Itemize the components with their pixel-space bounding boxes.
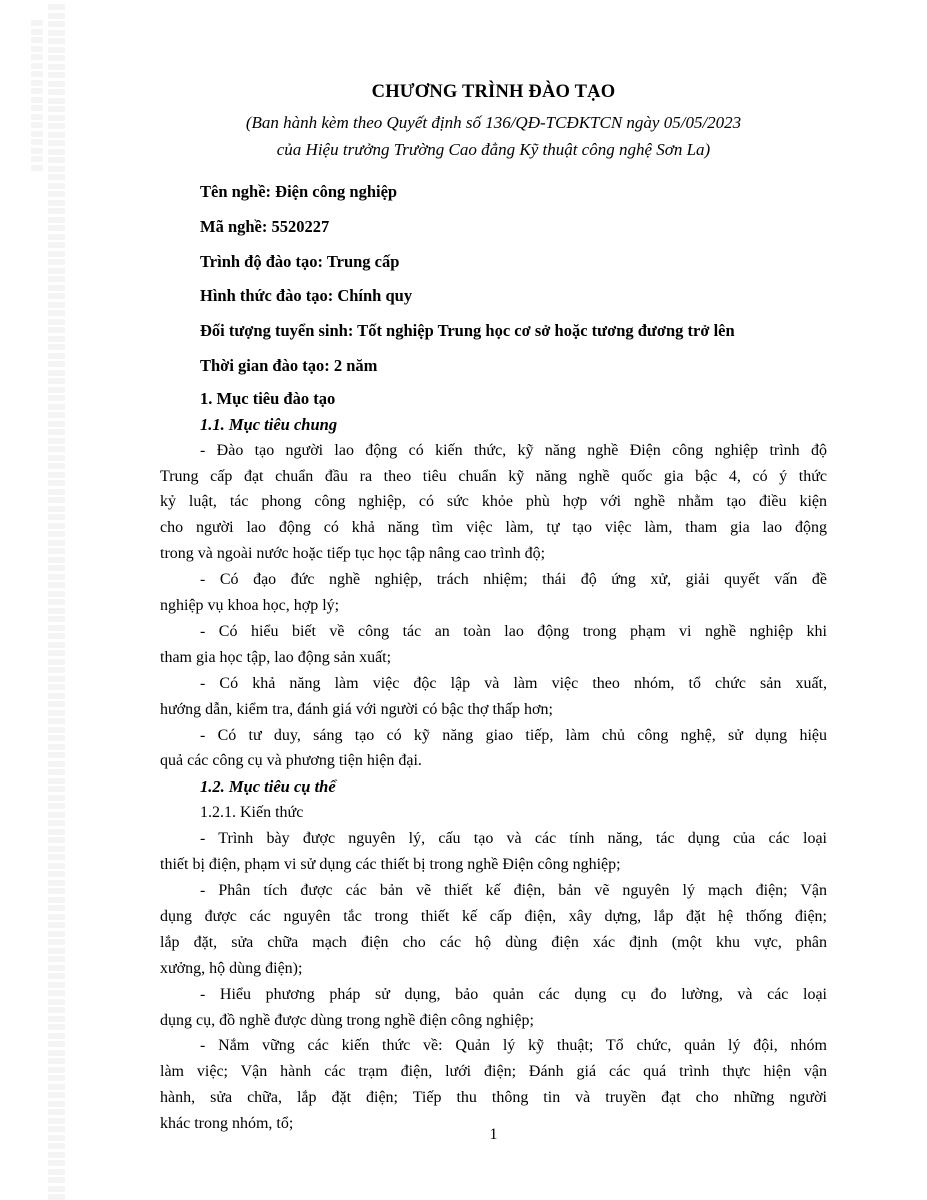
paragraph-line: cho người lao động có khả năng tìm việc làm, tự tạo việc làm, tham gia lao động xyxy=(160,519,827,537)
paragraph-line: - Hiểu phương pháp sử dụng, bảo quản các dụng cụ đo lường, và các loại xyxy=(200,985,827,1003)
edge-artifact-block xyxy=(48,820,65,826)
edge-artifact-block xyxy=(48,897,65,903)
edge-artifact-block xyxy=(48,1033,65,1039)
edge-artifact-block xyxy=(48,1177,65,1183)
meta-line: Đối tượng tuyển sinh: Tốt nghiệp Trung học cơ sở hoặc tương đương trở lên xyxy=(200,321,735,341)
paragraph xyxy=(160,878,827,982)
edge-artifact-block xyxy=(48,1186,65,1192)
edge-artifact-block xyxy=(48,548,65,554)
paragraph-line: - Nắm vững các kiến thức về: Quản lý kỹ thuật; Tổ chức, quản lý đội, nhóm xyxy=(200,1037,827,1055)
edge-artifact-block xyxy=(48,1075,65,1081)
edge-artifact-block xyxy=(48,965,65,971)
edge-artifact-block xyxy=(48,13,65,19)
edge-artifact-block xyxy=(31,165,43,171)
section-heading: 1. Mục tiêu đào tạo xyxy=(200,388,336,408)
edge-artifact-block xyxy=(48,1084,65,1090)
edge-artifact-block xyxy=(48,506,65,512)
paragraph-line: quả các công cụ và phương tiện hiện đại. xyxy=(160,752,422,770)
paragraph-line: hành, sửa chữa, lắp đặt điện; Tiếp thu thông tin và truyền đạt cho những người xyxy=(160,1089,827,1107)
edge-artifact-block xyxy=(31,148,43,154)
paragraph-line: làm việc; Vận hành các trạm điện, lưới điện; Đánh giá các quá trình thực hiện vận xyxy=(160,1063,827,1081)
edge-artifact-block xyxy=(48,684,65,690)
edge-artifact-block xyxy=(48,72,65,78)
edge-artifact-block xyxy=(48,47,65,53)
edge-artifact-block xyxy=(48,557,65,563)
edge-artifact-block xyxy=(48,217,65,223)
edge-artifact-block xyxy=(48,327,65,333)
edge-artifact-block xyxy=(48,123,65,129)
paragraph-line: khác trong nhóm, tổ; xyxy=(160,1115,294,1133)
edge-artifact-block xyxy=(48,30,65,36)
edge-artifact-block xyxy=(48,701,65,707)
paragraph-line: dụng cụ, đồ nghề được dùng trong nghề điện công nghiệp; xyxy=(160,1011,534,1029)
edge-artifact-block xyxy=(48,149,65,155)
edge-artifact-block xyxy=(48,676,65,682)
edge-artifact-block xyxy=(48,931,65,937)
edge-artifact-block xyxy=(48,514,65,520)
edge-artifact-block xyxy=(48,132,65,138)
paragraph xyxy=(160,1033,827,1137)
edge-artifact-block xyxy=(48,1067,65,1073)
edge-artifact-block xyxy=(48,1135,65,1141)
edge-artifact-block xyxy=(48,642,65,648)
paragraph xyxy=(160,438,827,568)
edge-artifact-block xyxy=(48,242,65,248)
edge-artifact-block xyxy=(48,880,65,886)
edge-artifact-block xyxy=(48,446,65,452)
edge-artifact-block xyxy=(48,591,65,597)
edge-artifact-block xyxy=(48,778,65,784)
edge-artifact-block xyxy=(48,786,65,792)
edge-artifact-block xyxy=(48,55,65,61)
edge-artifact-block xyxy=(48,429,65,435)
edge-artifact-block xyxy=(48,412,65,418)
edge-artifact-block xyxy=(48,378,65,384)
paragraph-line: tham gia học tập, lao động sản xuất; xyxy=(160,648,392,666)
edge-artifact-block xyxy=(48,421,65,427)
edge-artifact-block xyxy=(48,276,65,282)
paragraph-line: kỷ luật, tác phong công nghiệp, có sức khỏe phù hợp với nghề nhằm tạo điều kiện xyxy=(160,493,827,511)
edge-artifact-block xyxy=(31,46,43,52)
paragraph-line: - Đào tạo người lao động có kiến thức, kỹ năng nghề Điện công nghiệp trình độ xyxy=(200,441,827,459)
edge-artifact-block xyxy=(48,1118,65,1124)
edge-artifact-block xyxy=(48,370,65,376)
meta-line: Mã nghề: 5520227 xyxy=(200,216,330,236)
body-line: 1.2.1. Kiến thức xyxy=(200,804,304,822)
edge-artifact-block xyxy=(48,1050,65,1056)
edge-artifact-block xyxy=(48,166,65,172)
paragraph-line: - Có tư duy, sáng tạo có kỹ năng giao tiếp, làm chủ công nghệ, sử dụng hiệu xyxy=(200,726,827,744)
edge-artifact-block xyxy=(48,905,65,911)
edge-artifact-block xyxy=(48,4,65,10)
edge-artifact-block xyxy=(31,29,43,35)
edge-artifact-block xyxy=(48,1092,65,1098)
edge-artifact-block xyxy=(48,89,65,95)
edge-artifact-block xyxy=(48,463,65,469)
edge-artifact-block xyxy=(48,812,65,818)
edge-artifact-block xyxy=(48,956,65,962)
edge-artifact-block xyxy=(48,803,65,809)
edge-artifact-block xyxy=(48,565,65,571)
paragraph xyxy=(160,567,827,619)
edge-artifact-block xyxy=(31,114,43,120)
edge-artifact-block xyxy=(48,888,65,894)
edge-artifact-block xyxy=(48,21,65,27)
meta-section xyxy=(160,175,827,384)
edge-artifact-block xyxy=(48,999,65,1005)
edge-artifact-block xyxy=(48,1194,65,1200)
edge-artifact-block xyxy=(48,829,65,835)
edge-artifact-block xyxy=(31,131,43,137)
edge-artifact-block xyxy=(48,1126,65,1132)
edge-artifact-block xyxy=(48,115,65,121)
edge-artifact-block xyxy=(48,140,65,146)
edge-artifact-block xyxy=(31,37,43,43)
edge-artifact-block xyxy=(48,489,65,495)
document-subtitle xyxy=(160,109,827,163)
edge-artifact-block xyxy=(48,531,65,537)
edge-artifact-block xyxy=(31,122,43,128)
edge-artifact-block xyxy=(48,1101,65,1107)
edge-artifact-block xyxy=(31,63,43,69)
edge-artifact-block xyxy=(48,693,65,699)
paragraph xyxy=(160,826,827,878)
edge-artifact-block xyxy=(48,582,65,588)
edge-artifact-block xyxy=(48,1024,65,1030)
edge-artifact-block xyxy=(48,81,65,87)
meta-line: Tên nghề: Điện công nghiệp xyxy=(200,182,398,201)
edge-artifact-block xyxy=(48,863,65,869)
page-edge-artifact xyxy=(0,0,80,1200)
edge-artifact-block xyxy=(48,744,65,750)
page-content xyxy=(160,81,827,1137)
edge-artifact-block xyxy=(31,139,43,145)
edge-artifact-block xyxy=(48,480,65,486)
edge-artifact-block xyxy=(48,225,65,231)
edge-artifact-block xyxy=(48,1058,65,1064)
edge-artifact-block xyxy=(48,761,65,767)
edge-artifact-block xyxy=(48,302,65,308)
paragraph-line: nghiệp vụ khoa học, hợp lý; xyxy=(160,597,340,615)
edge-artifact-block xyxy=(48,336,65,342)
meta-line: Trình độ đào tạo: Trung cấp xyxy=(200,251,400,271)
edge-artifact-block xyxy=(31,97,43,103)
body-section xyxy=(160,386,827,1137)
edge-artifact-block xyxy=(48,1160,65,1166)
edge-artifact-block xyxy=(48,98,65,104)
edge-artifact-block xyxy=(48,319,65,325)
edge-artifact-block xyxy=(48,234,65,240)
edge-artifact-block xyxy=(48,1152,65,1158)
edge-artifact-block xyxy=(48,251,65,257)
paragraph-line: xưởng, hộ dùng điện); xyxy=(160,959,303,977)
edge-artifact-block xyxy=(48,64,65,70)
paragraph-line: - Phân tích được các bản vẽ thiết kế điện, bản vẽ nguyên lý mạch điện; Vận xyxy=(200,882,827,899)
edge-artifact-block xyxy=(48,174,65,180)
paragraph-line: dụng được các nguyên tắc trong thiết kế cấp điện, xây dựng, lắp đặt hệ thống điện; xyxy=(160,907,827,925)
paragraph xyxy=(160,723,827,775)
section-heading: 1.2. Mục tiêu cụ thể xyxy=(200,777,336,797)
edge-artifact-block xyxy=(31,88,43,94)
edge-artifact-block xyxy=(48,735,65,741)
edge-artifact-block xyxy=(48,361,65,367)
edge-artifact-block xyxy=(48,633,65,639)
edge-artifact-block xyxy=(48,1041,65,1047)
edge-artifact-block xyxy=(48,608,65,614)
paragraph-line: lắp đặt, sửa chữa mạch điện cho các hộ dùng điện xác định (một khu vực, phân xyxy=(160,933,827,951)
edge-artifact-block xyxy=(48,871,65,877)
edge-artifact-block xyxy=(48,752,65,758)
edge-artifact-block xyxy=(48,259,65,265)
edge-artifact-block xyxy=(48,191,65,197)
edge-artifact-block xyxy=(48,574,65,580)
meta-line: Hình thức đào tạo: Chính quy xyxy=(200,286,413,306)
edge-artifact-block xyxy=(48,497,65,503)
edge-artifact-block xyxy=(48,616,65,622)
edge-artifact-block xyxy=(48,973,65,979)
edge-artifact-block xyxy=(48,1016,65,1022)
subtitle-line: (Ban hành kèm theo Quyết định số 136/QĐ-TCĐKTCN ngày 05/05/2023 xyxy=(245,113,742,132)
edge-artifact-block xyxy=(48,1109,65,1115)
edge-artifact-block xyxy=(48,310,65,316)
paragraph-line: - Có khả năng làm việc độc lập và làm việc theo nhóm, tổ chức sản xuất, xyxy=(200,674,827,692)
edge-artifact-block xyxy=(31,54,43,60)
edge-artifact-block xyxy=(48,438,65,444)
paragraph xyxy=(160,671,827,723)
edge-artifact-block xyxy=(48,795,65,801)
edge-artifact-block xyxy=(48,200,65,206)
edge-artifact-block xyxy=(48,293,65,299)
paragraph-line: Trung cấp đạt chuẩn đầu ra theo tiêu chuẩn kỹ năng nghề quốc gia bậc 4, có ý thức xyxy=(160,467,827,485)
edge-artifact-block xyxy=(48,710,65,716)
edge-artifact-block xyxy=(48,540,65,546)
paragraph-line: - Trình bày được nguyên lý, cấu tạo và các tính năng, tác dụng của các loại xyxy=(200,830,827,848)
paragraph-line: - Có hiểu biết về công tác an toàn lao động trong phạm vi nghề nghiệp khi xyxy=(200,622,827,640)
edge-artifact-block xyxy=(48,718,65,724)
edge-artifact-block xyxy=(48,38,65,44)
edge-artifact-block xyxy=(48,1169,65,1175)
edge-artifact-block xyxy=(31,80,43,86)
edge-artifact-block xyxy=(48,523,65,529)
document-title: CHƯƠNG TRÌNH ĐÀO TẠO xyxy=(371,82,616,102)
subtitle-line: của Hiệu trưởng Trường Cao đẳng Kỹ thuật công nghệ Sơn La) xyxy=(276,140,711,159)
edge-artifact-block xyxy=(48,285,65,291)
edge-artifact-block xyxy=(48,625,65,631)
edge-artifact-block xyxy=(48,939,65,945)
paragraph-line: trong và ngoài nước hoặc tiếp tục học tập nâng cao trình độ; xyxy=(160,545,546,563)
edge-artifact-block xyxy=(31,156,43,162)
edge-artifact-block xyxy=(48,208,65,214)
edge-artifact-block xyxy=(48,659,65,665)
paragraph-line: thiết bị điện, phạm vi sử dụng các thiết bị trong nghề Điện công nghiệp; xyxy=(160,856,621,874)
edge-artifact-block xyxy=(48,268,65,274)
edge-artifact-block xyxy=(48,650,65,656)
edge-artifact-block xyxy=(48,914,65,920)
edge-artifact-block xyxy=(31,105,43,111)
page-number: 1 xyxy=(489,1126,498,1143)
paragraph xyxy=(160,619,827,671)
edge-artifact-block xyxy=(48,404,65,410)
edge-artifact-block xyxy=(48,846,65,852)
edge-artifact-block xyxy=(48,344,65,350)
edge-artifact-block xyxy=(48,455,65,461)
edge-artifact-block xyxy=(48,922,65,928)
paragraph xyxy=(160,982,827,1034)
edge-artifact-block xyxy=(48,1007,65,1013)
edge-artifact-block xyxy=(48,599,65,605)
edge-artifact-block xyxy=(48,982,65,988)
meta-line: Thời gian đào tạo: 2 năm xyxy=(200,355,378,375)
edge-artifact-block xyxy=(48,157,65,163)
edge-artifact-block xyxy=(48,727,65,733)
edge-artifact-block xyxy=(48,387,65,393)
edge-artifact-block xyxy=(48,948,65,954)
paragraph-line: hướng dẫn, kiểm tra, đánh giá với người có bậc thợ thấp hơn; xyxy=(160,700,553,718)
edge-artifact-block xyxy=(48,395,65,401)
edge-artifact-block xyxy=(48,1143,65,1149)
edge-artifact-block xyxy=(48,667,65,673)
edge-artifact-block xyxy=(48,837,65,843)
edge-artifact-block xyxy=(31,20,43,26)
edge-artifact-block xyxy=(48,183,65,189)
edge-artifact-block xyxy=(31,71,43,77)
edge-artifact-block xyxy=(48,854,65,860)
edge-artifact-block xyxy=(48,353,65,359)
edge-artifact-block xyxy=(48,472,65,478)
edge-artifact-block xyxy=(48,769,65,775)
edge-artifact-block xyxy=(48,106,65,112)
edge-artifact-block xyxy=(48,990,65,996)
section-heading: 1.1. Mục tiêu chung xyxy=(200,414,338,434)
paragraph-line: - Có đạo đức nghề nghiệp, trách nhiệm; thái độ ứng xử, giải quyết vấn đề xyxy=(200,571,827,589)
